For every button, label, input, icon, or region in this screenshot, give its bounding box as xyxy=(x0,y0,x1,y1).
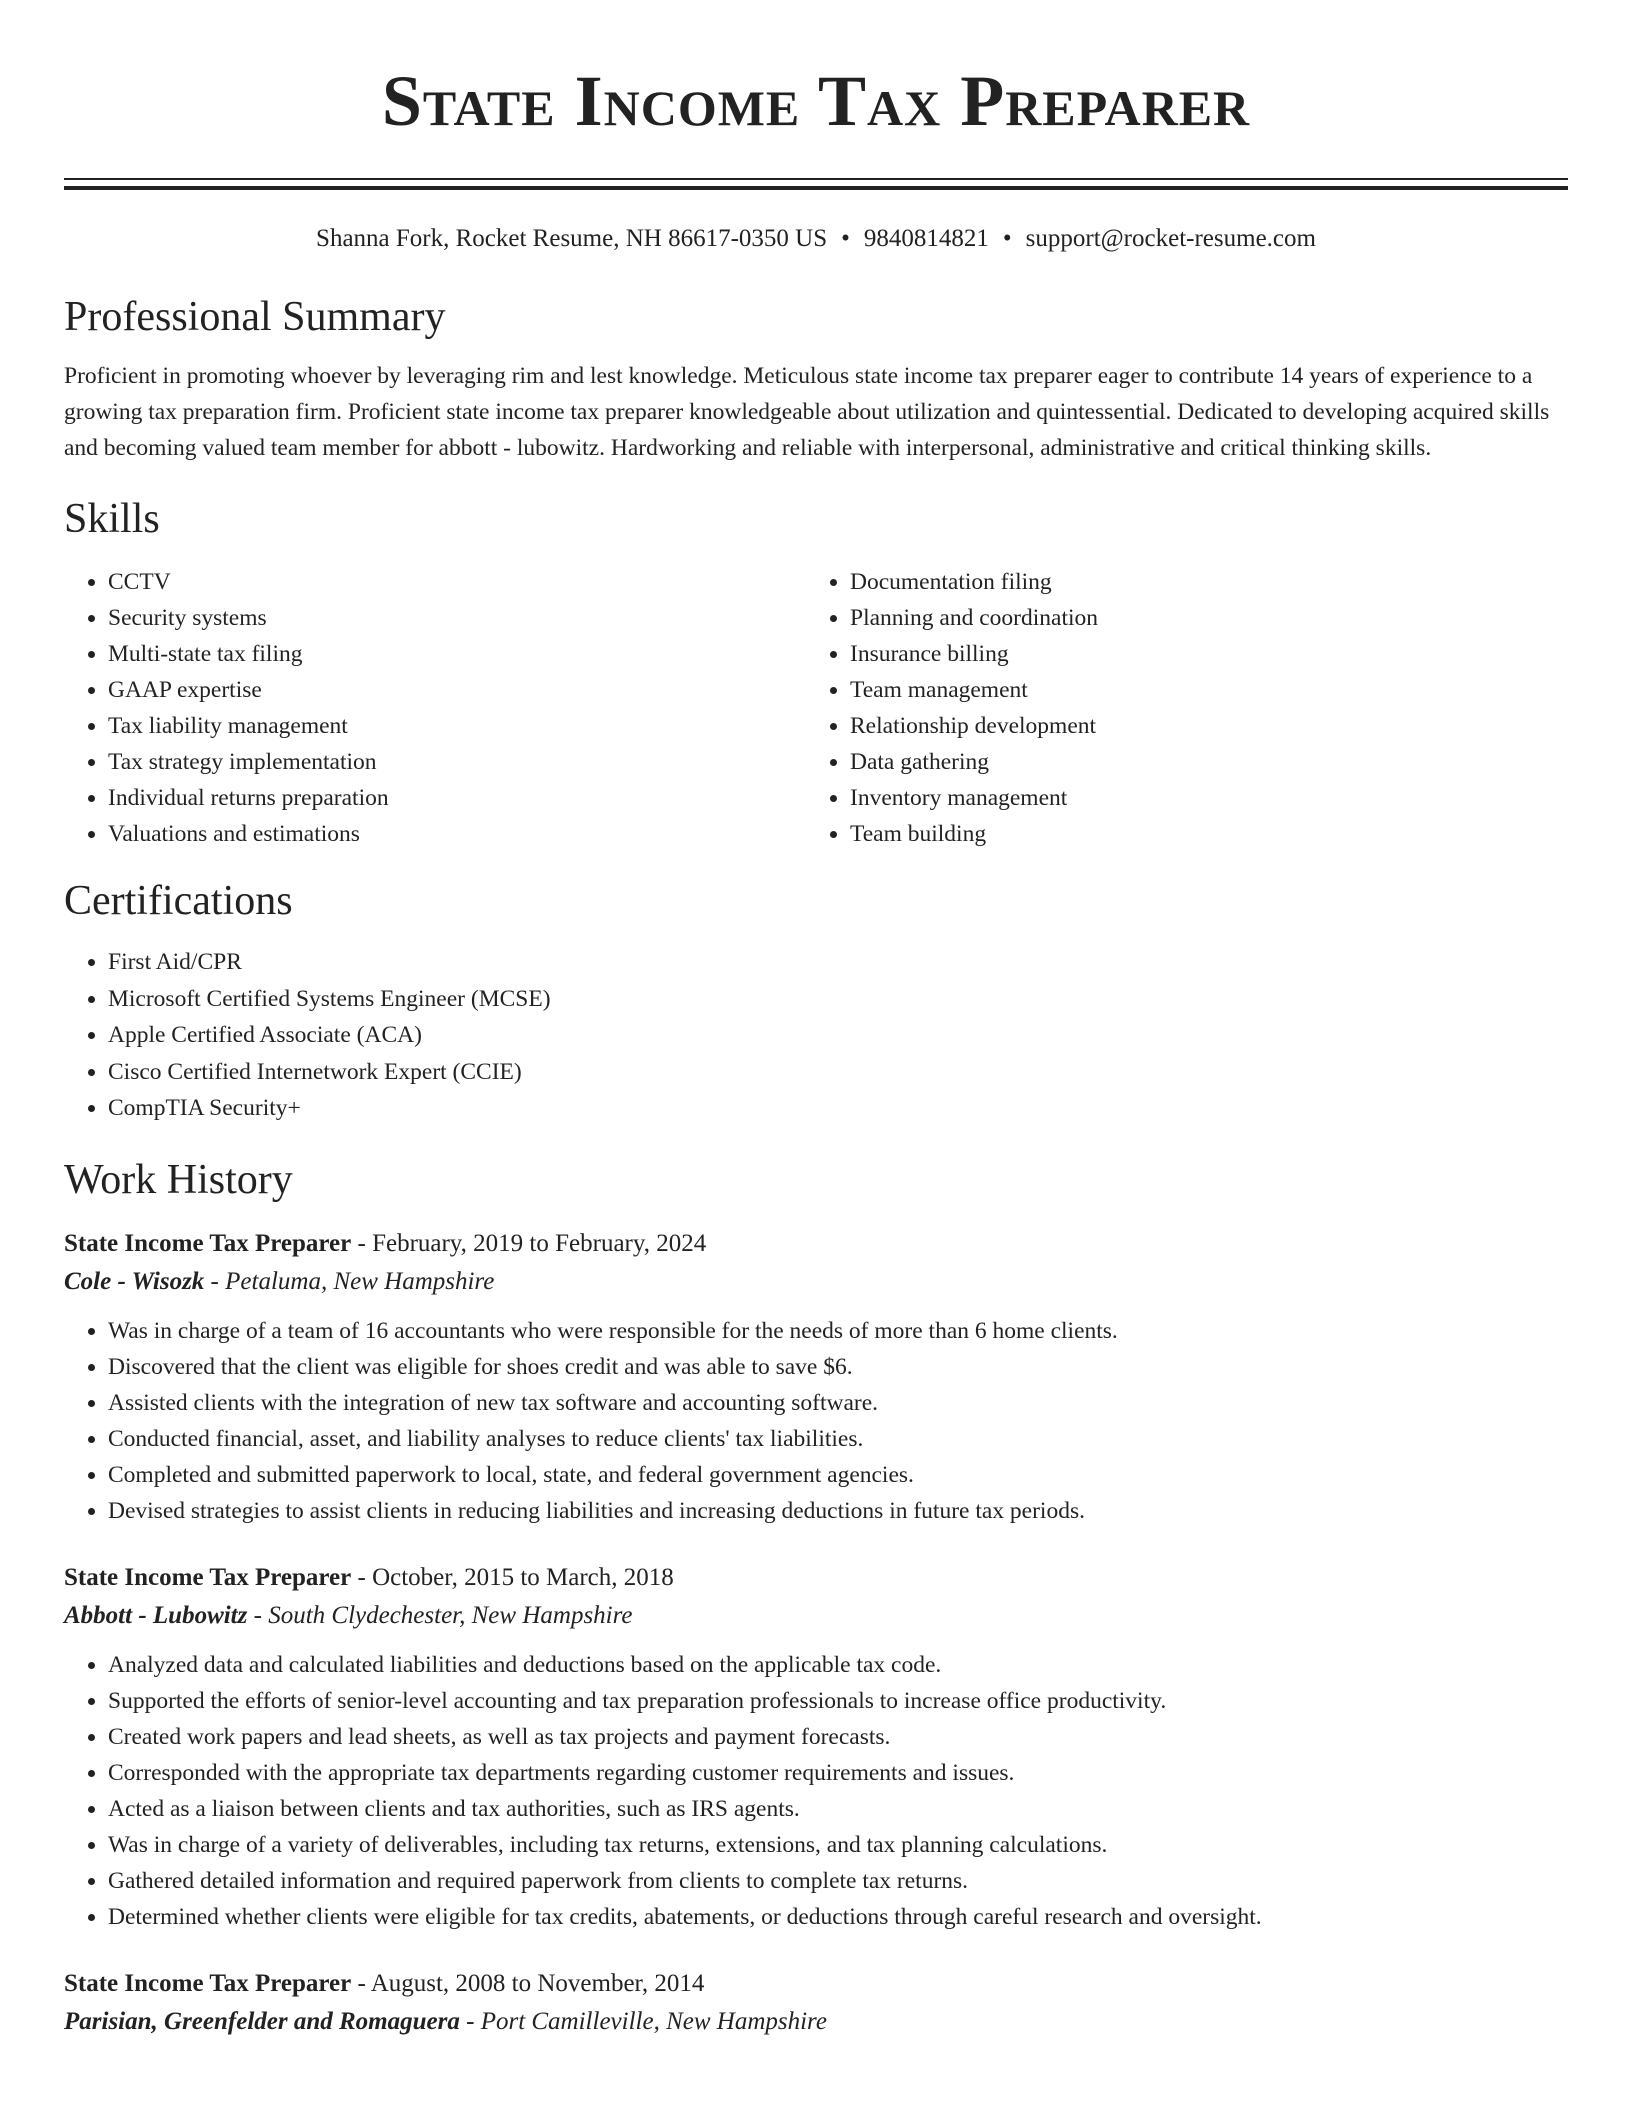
skills-column-left xyxy=(64,564,806,852)
skills-list-right xyxy=(806,564,1548,852)
skill-item: • Relationship development xyxy=(850,708,1548,744)
certification-item: • Apple Certified Associate (ACA) xyxy=(108,1017,1568,1054)
certifications-heading: Certifications xyxy=(64,878,293,924)
job-bullet: • Was in charge of a variety of deliverables, including tax returns, extensions, and tax planning calculations. xyxy=(108,1827,1568,1863)
skill-item: • Documentation filing xyxy=(850,564,1548,600)
job-bullet: • Corresponded with the appropriate tax departments regarding customer requirements and issues. xyxy=(108,1755,1568,1791)
skill-item: • CCTV xyxy=(108,564,806,600)
skill-item: • Tax strategy implementation xyxy=(108,744,806,780)
job-entry xyxy=(64,1965,1568,2041)
job-dates: August, 2008 to November, 2014 xyxy=(370,1969,705,1997)
skill-item: • Team management xyxy=(850,672,1548,708)
job-company: Abbott - Lubowitz xyxy=(64,1601,248,1629)
skill-item: • Inventory management xyxy=(850,780,1548,816)
job-company: Parisian, Greenfelder and Romaguera xyxy=(64,2007,460,2035)
contact-email: support@rocket-resume.com xyxy=(1025,225,1316,252)
job-bullets xyxy=(64,1647,1568,1935)
skills-columns xyxy=(64,564,1568,852)
job-bullet: • Completed and submitted paperwork to local, state, and federal government agencies. xyxy=(108,1457,1568,1493)
job-location: Petaluma, New Hampshire xyxy=(225,1267,495,1295)
job-bullet: • Gathered detailed information and required paperwork from clients to complete tax returns. xyxy=(108,1863,1568,1899)
skill-item: • GAAP expertise xyxy=(108,672,806,708)
certifications-list xyxy=(64,944,1568,1127)
resume-title: State Income Tax Preparer xyxy=(381,61,1251,141)
contact-separator: • xyxy=(841,225,850,252)
job-title: State Income Tax Preparer xyxy=(64,1969,352,1997)
job-dates: October, 2015 to March, 2018 xyxy=(372,1563,674,1591)
summary-text: Proficient in promoting whoever by leveraging rim and lest knowledge. Meticulous state income tax preparer eager to contribute 14 years of experience to a growing tax preparation firm. Proficient state income tax preparer knowledgeable about utilization and quintessential. Dedicated to developing acquired skills and becoming valued team member for abbott - lubowitz. Hardworking and reliable with interpersonal, administrative and critical thinking skills. xyxy=(64,363,1550,461)
skill-item: • Valuations and estimations xyxy=(108,816,806,852)
job-location: Port Camilleville, New Hampshire xyxy=(480,2007,827,2035)
certification-item: • CompTIA Security+ xyxy=(108,1090,1568,1127)
certification-item: • First Aid/CPR xyxy=(108,944,1568,981)
title-divider-thick xyxy=(64,186,1568,190)
skill-item: • Tax liability management xyxy=(108,708,806,744)
job-company: Cole - Wisozk xyxy=(64,1267,205,1295)
job-title-line: State Income Tax Preparer - August, 2008 to November, 2014 xyxy=(64,1969,705,1997)
job-bullet: • Was in charge of a team of 16 accountants who were responsible for the needs of more than 6 home clients. xyxy=(108,1313,1568,1349)
work-history-heading: Work History xyxy=(64,1156,293,1203)
skill-item: • Multi-state tax filing xyxy=(108,636,806,672)
job-company-line: Abbott - Lubowitz - South Clydechester, New Hampshire xyxy=(64,1601,633,1629)
job-location: South Clydechester, New Hampshire xyxy=(268,1601,633,1629)
certification-item: • Microsoft Certified Systems Engineer (MCSE) xyxy=(108,981,1568,1018)
job-bullet: • Assisted clients with the integration of new tax software and accounting software. xyxy=(108,1385,1568,1421)
contact-line xyxy=(64,224,1568,254)
contact-separator: • xyxy=(1002,225,1012,252)
job-bullet: • Determined whether clients were eligible for tax credits, abatements, or deductions through careful research and oversight. xyxy=(108,1899,1568,1935)
skill-item: • Planning and coordination xyxy=(850,600,1548,636)
job-title: State Income Tax Preparer xyxy=(64,1229,352,1257)
contact-address: Shanna Fork, Rocket Resume, NH 86617-0350 US xyxy=(316,225,828,252)
job-company-line: Parisian, Greenfelder and Romaguera - Port Camilleville, New Hampshire xyxy=(64,2007,827,2035)
job-bullet: • Analyzed data and calculated liabilities and deductions based on the applicable tax code. xyxy=(108,1647,1568,1683)
job-title-line: State Income Tax Preparer - October, 2015 to March, 2018 xyxy=(64,1563,674,1591)
job-title-line: State Income Tax Preparer - February, 2019 to February, 2024 xyxy=(64,1229,707,1257)
contact-phone: 9840814821 xyxy=(863,225,989,252)
skill-item: • Individual returns preparation xyxy=(108,780,806,816)
job-dates: February, 2019 to February, 2024 xyxy=(372,1229,707,1257)
skill-item: • Insurance billing xyxy=(850,636,1548,672)
summary-heading: Professional Summary xyxy=(64,294,446,340)
job-bullet: • Supported the efforts of senior-level accounting and tax preparation professionals to increase office productivity. xyxy=(108,1683,1568,1719)
job-bullet: • Devised strategies to assist clients in reducing liabilities and increasing deductions in future tax periods. xyxy=(108,1493,1568,1529)
title-divider-thin xyxy=(64,178,1568,180)
skill-item: • Team building xyxy=(850,816,1548,852)
job-company-line: Cole - Wisozk - Petaluma, New Hampshire xyxy=(64,1267,495,1295)
job-bullet: • Discovered that the client was eligible for shoes credit and was able to save $6. xyxy=(108,1349,1568,1385)
job-bullet: • Acted as a liaison between clients and tax authorities, such as IRS agents. xyxy=(108,1791,1568,1827)
skill-item: • Data gathering xyxy=(850,744,1548,780)
skills-heading: Skills xyxy=(64,496,160,542)
job-bullets xyxy=(64,1313,1568,1529)
job-bullet: • Conducted financial, asset, and liability analyses to reduce clients' tax liabilities. xyxy=(108,1421,1568,1457)
certification-item: • Cisco Certified Internetwork Expert (CCIE) xyxy=(108,1054,1568,1091)
skills-list-left xyxy=(64,564,806,852)
job-bullet: • Created work papers and lead sheets, as well as tax projects and payment forecasts. xyxy=(108,1719,1568,1755)
skill-item: • Security systems xyxy=(108,600,806,636)
job-title: State Income Tax Preparer xyxy=(64,1563,352,1591)
job-entry xyxy=(64,1559,1568,1935)
job-entry xyxy=(64,1225,1568,1529)
skills-column-right xyxy=(806,564,1548,852)
